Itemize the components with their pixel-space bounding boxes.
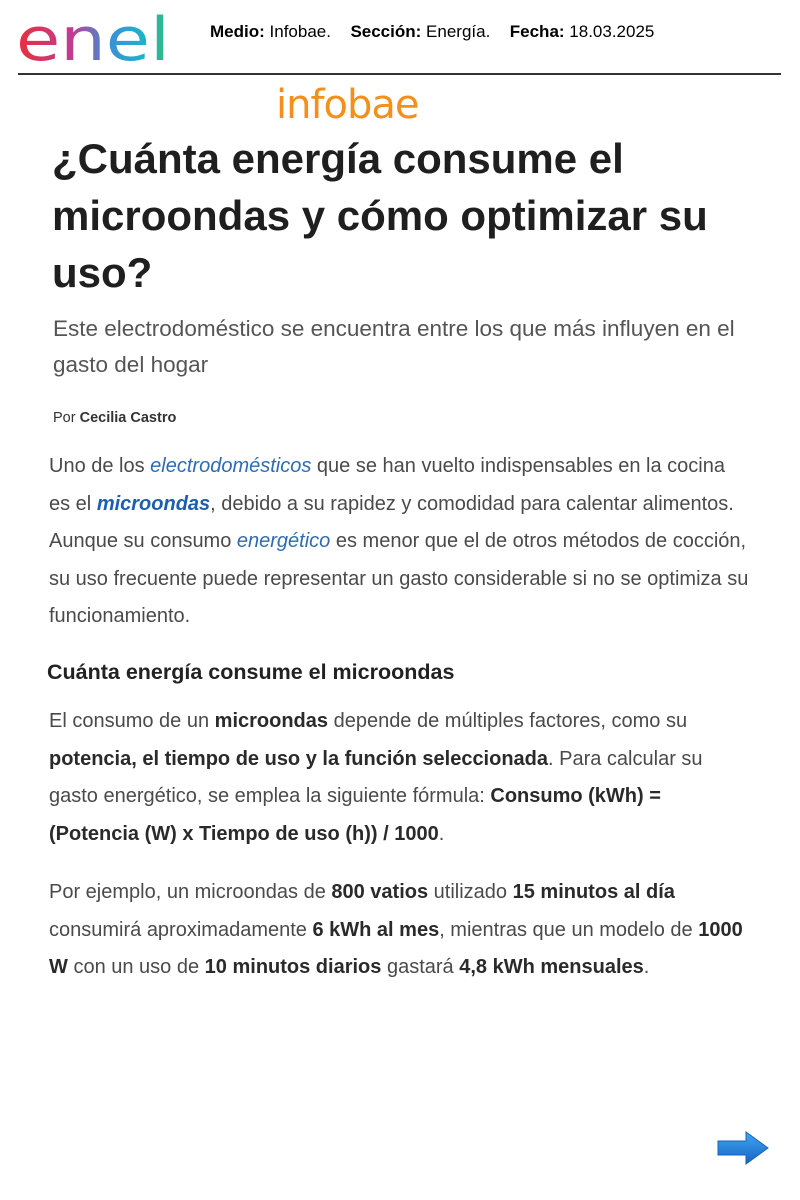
p3-bold: 800 vatios (331, 881, 429, 903)
p3-bold: 15 minutos al día (512, 881, 675, 903)
article-headline: ¿Cuánta energía consume el microondas y cómo optimizar su uso? (52, 135, 708, 296)
p3-text: consumirá aproximadamente (49, 918, 313, 941)
p3-text: . (643, 956, 650, 978)
link-energetico[interactable]: energético (236, 530, 331, 552)
seccion-value: Energía. (426, 22, 491, 41)
link-electrodomesticos[interactable]: electrodomésticos (150, 455, 312, 477)
article-paragraph-1 (49, 448, 749, 636)
svg-text:enel: enel (16, 8, 170, 70)
p3-text: , mientras que un modelo de (439, 918, 699, 941)
p1-text: que se han vuelto indispensables en la cocina es el (49, 455, 725, 515)
p2-text: El consumo de un (49, 710, 215, 732)
p3-bold: 4,8 kWh mensuales (459, 956, 644, 978)
p3-text: con un uso de (67, 956, 205, 978)
byline-prefix: Por (53, 410, 76, 426)
p2-bold: potencia, el tiempo de uso y la función seleccionada (49, 747, 549, 770)
seccion-label: Sección: (350, 22, 422, 41)
article-paragraph-2 (49, 703, 749, 853)
article-subtitle: Este electrodoméstico se encuentra entre los que más influyen en el gasto del hogar (53, 316, 735, 377)
clipping-metadata (210, 22, 654, 42)
enel-logo (16, 8, 172, 70)
p2-text: . (438, 822, 445, 845)
article-byline (53, 410, 176, 426)
p3-bold: 6 kWh al mes (312, 918, 440, 941)
section-heading: Cuánta energía consume el microondas (47, 660, 455, 684)
p1-text: Uno de los (49, 455, 151, 477)
medio-label: Medio: (210, 22, 265, 41)
p2-text: depende de múltiples factores, como su (328, 710, 688, 732)
p1-text: es menor que el de otros métodos de cocción, su uso frecuente puede representar un gasto considerable si no se optimiza su funcionamiento. (49, 530, 749, 627)
header-divider (18, 73, 781, 75)
fecha-value: 18.03.2025 (569, 22, 655, 41)
p3-bold: 10 minutos diarios (204, 956, 382, 978)
fecha-label: Fecha: (509, 22, 565, 41)
p2-text: . Para calcular su gasto energético, se emplea la siguiente fórmula: (49, 747, 703, 807)
medio-value: Infobae. (269, 22, 331, 41)
p3-bold: 1000 W (49, 918, 743, 978)
infobae-logo: infobae (276, 82, 419, 128)
p3-text: gastará (381, 956, 460, 978)
clipping-header (0, 0, 800, 76)
p3-text: Por ejemplo, un microondas de (49, 881, 332, 903)
p1-text: , debido a su rapidez y comodidad para calentar alimentos. Aunque su consumo (49, 492, 734, 552)
author-name: Cecilia Castro (79, 410, 177, 426)
link-microondas[interactable]: microondas (96, 492, 211, 515)
p3-text: utilizado (428, 881, 513, 903)
arrow-right-icon[interactable] (716, 1130, 770, 1166)
article-paragraph-3 (49, 874, 749, 987)
p2-bold: microondas (214, 710, 329, 732)
formula: Consumo (kWh) = (Potencia (W) x Tiempo de uso (h)) / 1000 (49, 785, 661, 845)
